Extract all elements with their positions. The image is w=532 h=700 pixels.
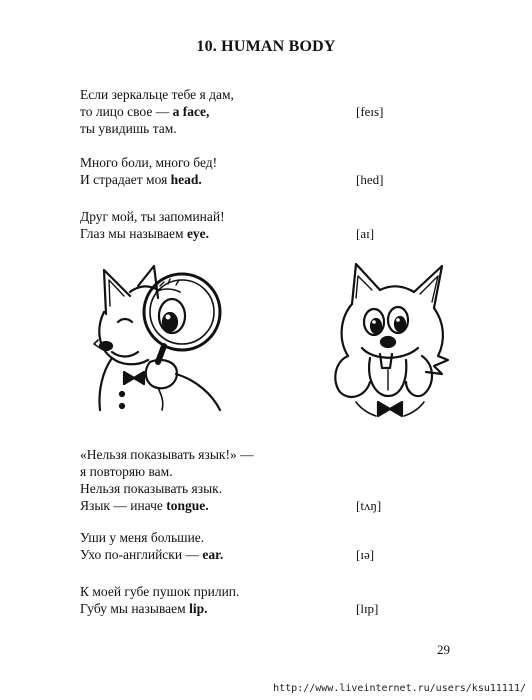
english-word: ear. xyxy=(202,547,224,562)
poem-line xyxy=(80,120,460,137)
poem-line xyxy=(80,154,460,171)
poem-line xyxy=(80,103,460,120)
stanza xyxy=(80,529,460,563)
transcription: [hed] xyxy=(356,172,384,187)
line-text: Губу мы называем xyxy=(80,601,190,616)
squirrel-tongue-illustration xyxy=(326,262,462,422)
poem-line xyxy=(80,86,460,103)
english-word: a face, xyxy=(172,104,210,119)
transcription: [aɪ] xyxy=(356,226,375,241)
transcription: [lɪp] xyxy=(356,601,379,616)
page-title: 10. HUMAN BODY xyxy=(196,38,336,55)
poem-line xyxy=(80,529,460,546)
line-text: Глаз мы называем xyxy=(80,226,187,241)
line-text: И страдает моя xyxy=(80,172,171,187)
poem-line xyxy=(80,600,460,617)
stanza xyxy=(80,86,460,137)
stanza xyxy=(80,446,460,514)
line-text: я повторяю вам. xyxy=(80,464,173,479)
poem-line xyxy=(80,225,460,242)
transcription: [ɪə] xyxy=(356,547,375,562)
line-text: Много боли, много бед! xyxy=(80,155,218,170)
stanza xyxy=(80,154,460,188)
line-text: Друг мой, ты запоминай! xyxy=(80,209,225,224)
transcription: [tʌŋ] xyxy=(356,498,382,513)
stanza xyxy=(80,583,460,617)
poem-line xyxy=(80,480,460,497)
line-text: Нельзя показывать язык. xyxy=(80,481,223,496)
page-number: 29 xyxy=(437,642,450,657)
poem-line xyxy=(80,497,460,514)
line-text: К моей губе пушок прилип. xyxy=(80,584,240,599)
poem-line xyxy=(80,208,460,225)
squirrel-magnifier-illustration xyxy=(92,262,252,414)
poem-line xyxy=(80,583,460,600)
footer-url[interactable]: http://www.liveinternet.ru/users/ksu11111/ xyxy=(273,683,526,694)
english-word: head. xyxy=(170,172,202,187)
line-text: Уши у меня большие. xyxy=(80,530,205,545)
line-text: то лицо свое — xyxy=(80,104,173,119)
line-text: Язык — иначе xyxy=(80,498,167,513)
poem-line xyxy=(80,446,460,463)
poem-line xyxy=(80,546,460,563)
english-word: eye. xyxy=(186,226,210,241)
poem-line xyxy=(80,171,460,188)
stanza xyxy=(80,208,460,242)
poem-line xyxy=(80,463,460,480)
line-text: Ухо по-английски — xyxy=(80,547,203,562)
line-text: Если зеркальце тебе я дам, xyxy=(80,87,234,102)
transcription: [feɪs] xyxy=(356,104,384,119)
english-word: lip. xyxy=(189,601,208,616)
line-text: «Нельзя показывать язык!» — xyxy=(80,447,254,462)
english-word: tongue. xyxy=(166,498,209,513)
line-text: ты увидишь там. xyxy=(80,121,177,136)
